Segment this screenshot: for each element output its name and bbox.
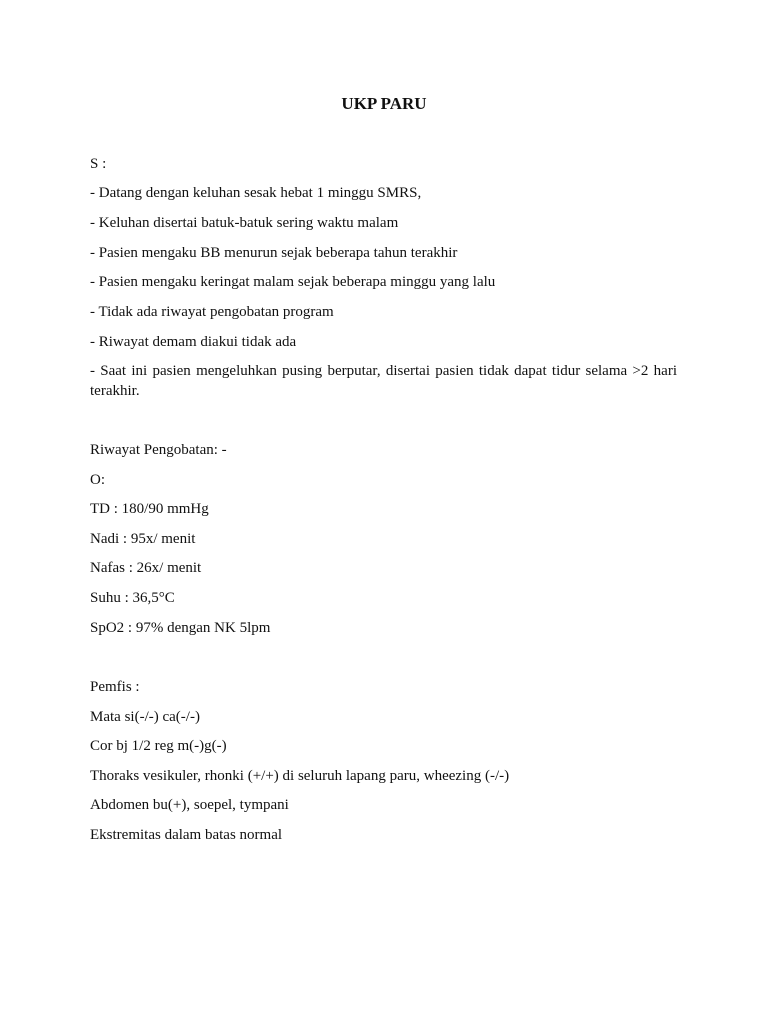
subjective-item: - Keluhan disertai batuk-batuk sering waktu malam bbox=[90, 215, 399, 231]
exam-item: Abdomen bu(+), soepel, tympani bbox=[90, 797, 289, 813]
exam-item: Cor bj 1/2 reg m(-)g(-) bbox=[90, 738, 227, 754]
subjective-item: - Saat ini pasien mengeluhkan pusing berputar, disertai pasien tidak dapat tidur selama >2 hari terakhir. bbox=[90, 363, 677, 399]
exam-item: Thoraks vesikuler, rhonki (+/+) di seluruh lapang paru, wheezing (-/-) bbox=[90, 768, 510, 784]
subjective-item: - Datang dengan keluhan sesak hebat 1 minggu SMRS, bbox=[90, 185, 422, 201]
objective-heading: O: bbox=[90, 472, 105, 488]
document-body bbox=[90, 0, 677, 1024]
exam-item: Mata si(-/-) ca(-/-) bbox=[90, 709, 200, 725]
vital-sign: TD : 180/90 mmHg bbox=[90, 501, 209, 517]
subjective-item: - Pasien mengaku keringat malam sejak beberapa minggu yang lalu bbox=[90, 274, 496, 290]
subjective-item: - Pasien mengaku BB menurun sejak beberapa tahun terakhir bbox=[90, 245, 458, 261]
subjective-item: - Riwayat demam diakui tidak ada bbox=[90, 334, 297, 350]
subjective-item: - Tidak ada riwayat pengobatan program bbox=[90, 304, 334, 320]
vital-sign: Nadi : 95x/ menit bbox=[90, 531, 196, 547]
medication-history: Riwayat Pengobatan: - bbox=[90, 442, 227, 458]
vital-sign: SpO2 : 97% dengan NK 5lpm bbox=[90, 620, 271, 636]
exam-item: Ekstremitas dalam batas normal bbox=[90, 827, 283, 843]
vital-sign: Nafas : 26x/ menit bbox=[90, 560, 202, 576]
exam-heading: Pemfis : bbox=[90, 679, 140, 695]
page-title: UKP PARU bbox=[341, 94, 427, 113]
vital-sign: Suhu : 36,5°C bbox=[90, 590, 175, 606]
subjective-heading: S : bbox=[90, 156, 107, 172]
